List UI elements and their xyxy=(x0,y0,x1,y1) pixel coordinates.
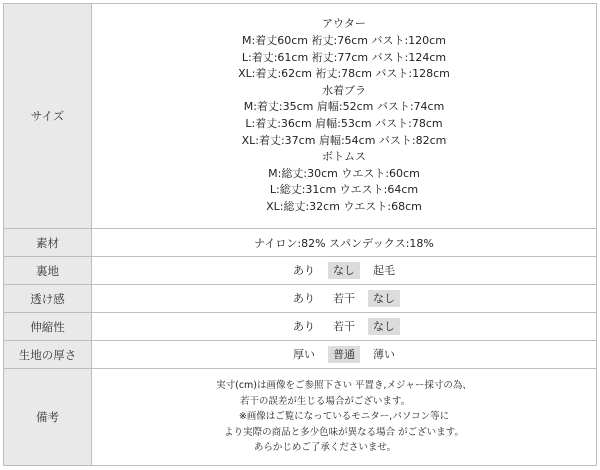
sheer-label: 透け感 xyxy=(4,285,92,313)
stretch-option: なし xyxy=(368,318,400,335)
thickness-row xyxy=(4,341,597,369)
thickness-option: 厚い xyxy=(293,348,315,361)
size-line: L:着丈:61cm 裄丈:77cm バスト:124cm xyxy=(241,50,447,64)
thickness-options xyxy=(92,346,596,363)
size-line: L:総丈:31cm ウエスト:64cm xyxy=(269,183,419,197)
size-line: XL:着丈:62cm 裄丈:78cm バスト:128cm xyxy=(238,67,450,81)
remarks-line: より実際の商品と多少色味が異なる場合 がございます。 xyxy=(224,426,464,438)
remarks-line: 実寸(cm)は画像をご参照下さい 平置き,メジャー採寸の為、 xyxy=(216,380,472,392)
size-line: XL:総丈:32cm ウエスト:68cm xyxy=(266,199,422,213)
remarks-row xyxy=(4,369,597,466)
size-line: アウター xyxy=(322,17,366,31)
sheer-option: あり xyxy=(293,292,315,305)
stretch-row xyxy=(4,313,597,341)
lining-option: あり xyxy=(293,264,315,277)
size-line: M:着丈60cm 裄丈:76cm バスト:120cm xyxy=(242,34,446,48)
remarks-label: 備考 xyxy=(4,369,92,466)
remarks-values xyxy=(92,369,597,466)
size-label: サイズ xyxy=(4,4,92,229)
sheer-option: 若干 xyxy=(333,292,355,305)
stretch-option: あり xyxy=(293,320,315,333)
thickness-label: 生地の厚さ xyxy=(4,341,92,369)
size-values xyxy=(92,4,597,229)
remarks-line: 若干の誤差が生じる場合がございます。 xyxy=(239,395,411,407)
remarks-line: ※画像はご覧になっているモニター,パソコン等に xyxy=(238,411,450,423)
lining-label: 裏地 xyxy=(4,257,92,285)
size-line: ボトムス xyxy=(322,150,366,164)
stretch-label: 伸縮性 xyxy=(4,313,92,341)
stretch-option: 若干 xyxy=(333,320,355,333)
sheer-row xyxy=(4,285,597,313)
size-row xyxy=(4,4,597,229)
lining-option: なし xyxy=(328,262,360,279)
lining-option: 起毛 xyxy=(373,264,395,277)
size-line: 水着ブラ xyxy=(322,83,366,97)
lining-options xyxy=(92,262,596,279)
size-line: XL:着丈:37cm 肩幅:54cm バスト:82cm xyxy=(241,133,447,147)
remarks-line: あらかじめご了承くださいませ。 xyxy=(253,442,397,454)
sheer-options xyxy=(92,290,596,307)
product-spec-table xyxy=(3,3,597,466)
stretch-options xyxy=(92,318,596,335)
sheer-option: なし xyxy=(368,290,400,307)
size-line: M:総丈:30cm ウエスト:60cm xyxy=(268,166,420,180)
thickness-option: 普通 xyxy=(328,346,360,363)
thickness-option: 薄い xyxy=(373,348,395,361)
lining-row xyxy=(4,257,597,285)
size-line: L:着丈:36cm 肩幅:53cm バスト:78cm xyxy=(245,117,443,130)
size-line: M:着丈:35cm 肩幅:52cm バスト:74cm xyxy=(243,100,445,114)
material-label: 素材 xyxy=(4,229,92,257)
material-value: ナイロン:82% スパンデックス:18% xyxy=(92,229,597,257)
material-row xyxy=(4,229,597,257)
